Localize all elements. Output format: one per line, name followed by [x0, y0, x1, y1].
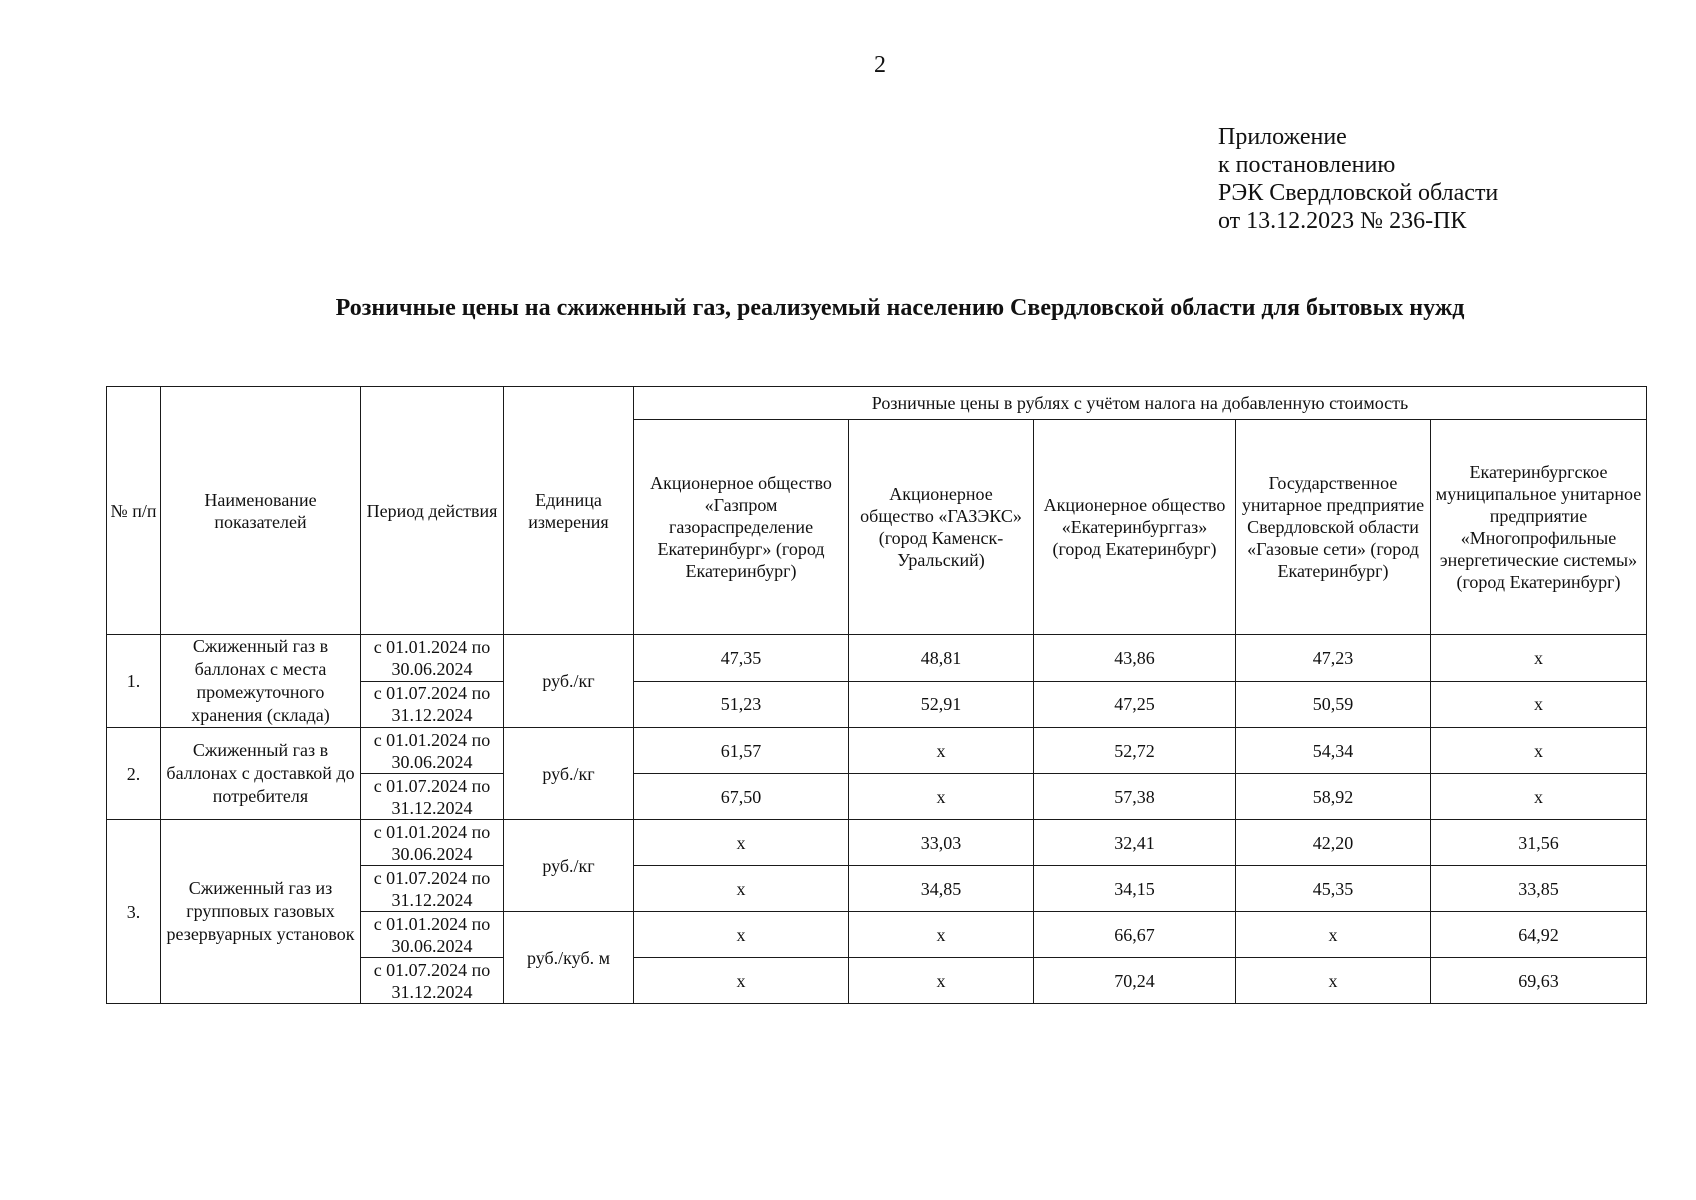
appendix-block [1218, 123, 1498, 235]
period-cell: с 01.07.2024 по 31.12.2024 [361, 774, 504, 820]
appendix-line: к постановлению [1218, 152, 1396, 178]
table-row [107, 728, 1647, 774]
price-cell: х [849, 728, 1034, 774]
price-cell: 69,63 [1431, 958, 1647, 1004]
price-cell: х [849, 912, 1034, 958]
price-cell: 47,35 [634, 635, 849, 682]
price-cell: 47,25 [1034, 681, 1236, 728]
price-cell: 61,57 [634, 728, 849, 774]
document-title: Розничные цены на сжиженный газ, реализуемый населению Свердловской области для бытовых нужд [335, 295, 1465, 321]
price-cell: 64,92 [1431, 912, 1647, 958]
price-cell: 66,67 [1034, 912, 1236, 958]
price-cell: х [849, 774, 1034, 820]
header-company: Государственное унитарное предприятие Свердловской области «Газовые сети» (город Екатеринбург) [1236, 420, 1431, 635]
price-cell: 42,20 [1236, 820, 1431, 866]
indicator-name: Сжиженный газ из групповых газовых резервуарных установок [161, 820, 361, 1004]
header-num: № п/п [107, 387, 161, 635]
price-cell: 50,59 [1236, 681, 1431, 728]
price-cell: 70,24 [1034, 958, 1236, 1004]
price-cell: х [1431, 728, 1647, 774]
header-company: Акционерное общество «Екатеринбурггаз» (город Екатеринбург) [1034, 420, 1236, 635]
price-cell: х [1431, 774, 1647, 820]
indicator-name: Сжиженный газ в баллонах с места промежуточного хранения (склада) [161, 635, 361, 728]
price-cell: 52,72 [1034, 728, 1236, 774]
price-cell: 67,50 [634, 774, 849, 820]
period-cell: с 01.01.2024 по 30.06.2024 [361, 820, 504, 866]
row-number: 3. [107, 820, 161, 1004]
price-cell: 54,34 [1236, 728, 1431, 774]
unit-cell: руб./куб. м [504, 912, 634, 1004]
appendix-line: РЭК Свердловской области [1218, 180, 1499, 206]
price-cell: 52,91 [849, 681, 1034, 728]
price-cell: 51,23 [634, 681, 849, 728]
indicator-name: Сжиженный газ в баллонах с доставкой до потребителя [161, 728, 361, 820]
row-number: 1. [107, 635, 161, 728]
price-cell: 32,41 [1034, 820, 1236, 866]
price-cell: х [849, 958, 1034, 1004]
header-company: Акционерное общество «ГАЗЭКС» (город Каменск-Уральский) [849, 420, 1034, 635]
period-cell: с 01.07.2024 по 31.12.2024 [361, 958, 504, 1004]
price-cell: 31,56 [1431, 820, 1647, 866]
period-cell: с 01.01.2024 по 30.06.2024 [361, 635, 504, 682]
price-cell: х [634, 866, 849, 912]
period-cell: с 01.01.2024 по 30.06.2024 [361, 728, 504, 774]
price-cell: х [634, 912, 849, 958]
table-row [107, 635, 1647, 682]
price-cell: 47,23 [1236, 635, 1431, 682]
price-cell: х [1236, 958, 1431, 1004]
appendix-line: Приложение [1218, 124, 1347, 150]
price-cell: х [1431, 681, 1647, 728]
header-company: Акционерное общество «Газпром газораспределение Екатеринбург» (город Екатеринбург) [634, 420, 849, 635]
price-cell: 45,35 [1236, 866, 1431, 912]
header-period: Период действия [361, 387, 504, 635]
price-cell: 48,81 [849, 635, 1034, 682]
period-cell: с 01.01.2024 по 30.06.2024 [361, 912, 504, 958]
price-cell: 33,03 [849, 820, 1034, 866]
page-number: 2 [874, 52, 886, 78]
price-cell: 58,92 [1236, 774, 1431, 820]
header-unit: Единица измерения [504, 387, 634, 635]
unit-cell: руб./кг [504, 728, 634, 820]
price-cell: х [634, 958, 849, 1004]
price-cell: х [634, 820, 849, 866]
price-table [106, 386, 1647, 1004]
price-cell: 34,85 [849, 866, 1034, 912]
price-cell: 33,85 [1431, 866, 1647, 912]
table-row [107, 820, 1647, 866]
price-cell: х [1236, 912, 1431, 958]
price-cell: 43,86 [1034, 635, 1236, 682]
price-cell: 57,38 [1034, 774, 1236, 820]
row-number: 2. [107, 728, 161, 820]
price-cell: 34,15 [1034, 866, 1236, 912]
appendix-line: от 13.12.2023 № 236-ПК [1218, 208, 1467, 234]
unit-cell: руб./кг [504, 820, 634, 912]
period-cell: с 01.07.2024 по 31.12.2024 [361, 681, 504, 728]
unit-cell: руб./кг [504, 635, 634, 728]
header-company: Екатеринбургское муниципальное унитарное предприятие «Многопрофильные энергетические системы» (город Екатеринбург) [1431, 420, 1647, 635]
header-price-group: Розничные цены в рублях с учётом налога на добавленную стоимость [634, 387, 1647, 420]
header-name: Наименование показателей [161, 387, 361, 635]
price-cell: х [1431, 635, 1647, 682]
period-cell: с 01.07.2024 по 31.12.2024 [361, 866, 504, 912]
